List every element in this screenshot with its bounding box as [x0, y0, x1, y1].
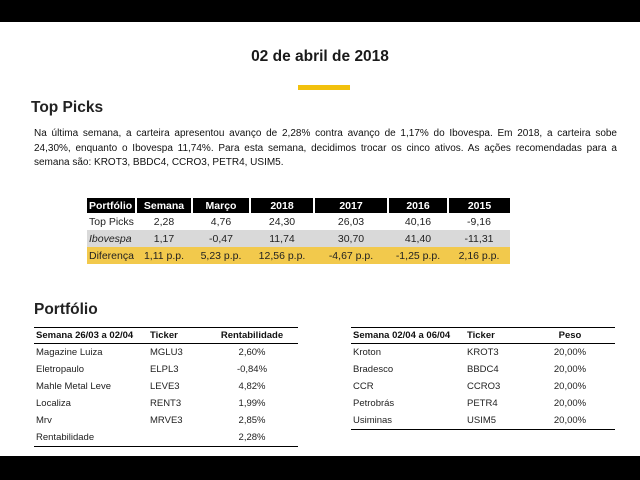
table-cell: RENT3: [150, 398, 182, 409]
table-cell: Kroton: [353, 347, 381, 358]
table-cell: -1,25 p.p.: [388, 247, 448, 264]
table-cell: 20,00%: [525, 412, 615, 430]
table-cell: CCRO3: [467, 381, 501, 392]
header-cell: Ticker: [148, 328, 206, 344]
table-cell: Rentabilidade: [34, 429, 148, 447]
header-cell: Peso: [525, 328, 615, 344]
table-cell: 1,11 p.p.: [136, 247, 192, 264]
current-week-table: [351, 327, 615, 430]
table-cell: 2,28%: [206, 429, 298, 447]
table-cell: 2,60%: [238, 347, 266, 358]
table-cell: BBDC4: [467, 364, 499, 375]
header-cell: Semana 26/03 a 02/04: [34, 328, 148, 344]
performance-header-row: [87, 198, 510, 213]
header-cell: 2017: [314, 198, 388, 213]
table-cell: 26,03: [337, 215, 365, 228]
current-header-row: [351, 328, 615, 344]
table-cell: 20,00%: [553, 347, 587, 358]
table-cell: 1,99%: [238, 398, 266, 409]
table-cell: Bradesco: [353, 364, 394, 375]
table-cell: -9,16: [467, 215, 491, 228]
table-cell: Ibovespa: [87, 230, 136, 247]
header-cell: Semana: [136, 198, 192, 213]
row-top-picks: [87, 213, 510, 230]
table-cell: 20,00%: [553, 381, 587, 392]
header-cell: Semana 02/04 a 06/04: [351, 328, 465, 344]
table-cell: MRVE3: [150, 415, 183, 426]
table-cell: 2,28: [153, 215, 175, 228]
table-row: [34, 344, 298, 362]
table-cell: Mahle Metal Leve: [36, 381, 111, 392]
table-cell: 4,76: [210, 215, 232, 228]
table-row: [351, 378, 615, 395]
table-cell: [148, 429, 206, 447]
report-page: [0, 22, 640, 456]
table-cell: 12,56 p.p.: [250, 247, 314, 264]
table-cell: -4,67 p.p.: [314, 247, 388, 264]
performance-table: [87, 198, 510, 264]
top-picks-title: Top Picks: [31, 99, 104, 116]
table-cell: MGLU3: [150, 347, 183, 358]
table-cell: 20,00%: [553, 364, 587, 375]
table-cell: -0,84%: [236, 364, 268, 375]
table-row: [351, 412, 615, 430]
table-cell: PETR4: [467, 398, 498, 409]
table-cell: 1,17: [136, 230, 192, 247]
table-cell: 5,23 p.p.: [192, 247, 250, 264]
report-date: 02 de abril de 2018: [251, 48, 389, 65]
table-cell: ELPL3: [150, 364, 179, 375]
table-cell: Diferença: [87, 247, 136, 264]
row-diferenca: [87, 247, 510, 264]
table-cell: Mrv: [36, 415, 52, 426]
header-cell: Ticker: [465, 328, 525, 344]
table-cell: -11,31: [448, 230, 510, 247]
table-cell: Magazine Luiza: [36, 347, 103, 358]
table-row: [351, 395, 615, 412]
previous-week-table: [34, 327, 298, 447]
table-cell: Top Picks: [89, 215, 134, 228]
table-cell: USIM5: [465, 412, 525, 430]
table-cell: -0,47: [192, 230, 250, 247]
table-cell: 11,74: [250, 230, 314, 247]
header-cell: 2015: [448, 198, 510, 213]
table-cell: 4,82%: [238, 381, 266, 392]
table-cell: 30,70: [314, 230, 388, 247]
table-row: [351, 361, 615, 378]
portfolio-title: Portfólio: [34, 301, 98, 318]
header-cell: Março: [192, 198, 250, 213]
top-picks-paragraph: Na última semana, a carteira apresentou avanço de 2,28% contra avanço de 1,17% do Ibovespa. Em 2018, a carteira sobe 24,30%, enquanto o Ibovespa 11,74%. Para esta semana, decidimos trocar os cinco ativos. As ações recomendadas para a semana são: KROT3, BBDC4, CCRO3, PETR4, USIM5.: [34, 128, 617, 168]
header-cell: 2016: [388, 198, 448, 213]
table-cell: Localiza: [36, 398, 71, 409]
table-row: [351, 344, 615, 362]
table-row: [34, 412, 298, 429]
table-row: [34, 361, 298, 378]
header-cell: 2018: [250, 198, 314, 213]
table-cell: KROT3: [467, 347, 499, 358]
previous-header-row: [34, 328, 298, 344]
table-cell: Eletropaulo: [36, 364, 85, 375]
table-cell: 24,30: [268, 215, 296, 228]
row-ibovespa: [87, 230, 510, 247]
table-cell: 41,40: [388, 230, 448, 247]
table-cell: 20,00%: [553, 398, 587, 409]
table-cell: 2,85%: [238, 415, 266, 426]
table-cell: LEVE3: [150, 381, 180, 392]
table-row: [34, 395, 298, 412]
header-cell: Portfólio: [87, 198, 136, 213]
table-cell: CCR: [353, 381, 374, 392]
table-cell: 40,16: [404, 215, 432, 228]
table-cell: Petrobrás: [353, 398, 395, 409]
table-row: [34, 378, 298, 395]
table-cell: 2,16 p.p.: [448, 247, 510, 264]
table-cell: Usiminas: [351, 412, 465, 430]
header-cell: Rentabilidade: [206, 328, 298, 344]
total-row: [34, 429, 298, 447]
accent-bar: [298, 85, 350, 90]
